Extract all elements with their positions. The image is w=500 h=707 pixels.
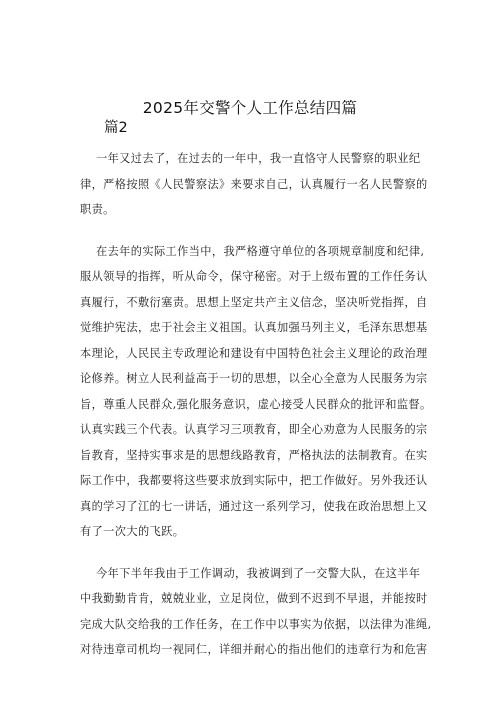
paragraph-line: 认真实践三个代表。认真学习三项教育，即全心劝意为人民服务的宗 [80, 423, 428, 436]
paragraph-line: 本理论，人民民主专政理论和建设有中国特色社会主义理论的政治理 [80, 346, 428, 360]
document-title: 2025年交警个人工作总结四篇 [142, 99, 358, 117]
paragraph-line: 一年又过去了，在过去的一年中，我一直恪守人民警察的职业纪 [96, 152, 421, 165]
paragraph-line: 旨教育，坚持实事求是的思想线路教育，严格执法的法制教育。在实 [80, 448, 428, 462]
section-heading: 篇2 [104, 120, 128, 136]
paragraph-line: 今年下半年我由于工作调动，我被调到了一交警大队，在这半年 [96, 566, 421, 580]
document-body [0, 146, 500, 679]
paragraph-line: 旨，尊重人民群众,强化服务意识，虚心接受人民群众的批评和监督。 [80, 397, 432, 411]
paragraph-line: 论修养。树立人民利益高于一切的思想，以全心全意为人民服务为宗 [80, 372, 428, 385]
paragraph-line: 真的学习了江的七一讲话，通过这一系列学习，使我在政治思想上又 [80, 499, 428, 513]
paragraph-line: 有了一次大的飞跃。 [80, 525, 185, 538]
paragraph [0, 146, 500, 223]
paragraph-line: 真履行，不敷衍塞责。思想上坚定共产主义信念，坚决听党指挥，自 [80, 295, 428, 309]
paragraph [0, 561, 500, 663]
paragraph-line: 觉维护宪法，忠于社会主义祖国。认真加强马列主义，毛泽东思想基 [80, 321, 428, 334]
paragraph-line: 在去年的实际工作当中，我严格遵守单位的各项规章制度和纪律, [96, 244, 425, 258]
paragraph-line: 职责。 [80, 203, 115, 216]
paragraph-line: 律，严格按照《人民警察法》来要求自己，认真履行一名人民警察的 [80, 177, 428, 191]
paragraph-line: 完成大队交给我的工作任务，在工作中以事实为依据，以法律为准绳, [80, 617, 432, 631]
paragraph-line: 中我勤勤肯肯，兢兢业业，立足岗位，做到不迟到不早退，并能按时 [80, 592, 428, 605]
paragraph-line: 对待违章司机均一视同仁，详细并耐心的指出他们的违章行为和危害 [80, 643, 428, 656]
paragraph [0, 239, 500, 545]
paragraph-line: 际工作中，我都要将这些要求放到实际中，把工作做好。另外我还认 [80, 474, 428, 487]
paragraph-line: 服从领导的指挥，听从命令，保守秘密。对于上级布置的工作任务认 [80, 270, 428, 283]
